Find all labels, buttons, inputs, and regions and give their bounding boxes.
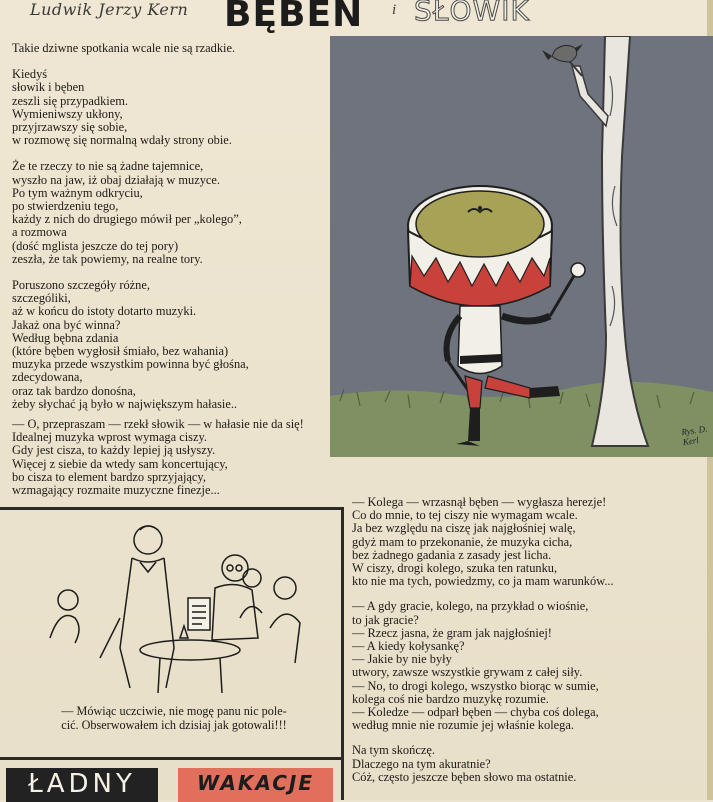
poem-line: szczególiki,: [12, 291, 71, 306]
poem-line: muzyka przede wszystkim powinna być głośna,: [12, 357, 249, 372]
drum-nightingale-illustration: [330, 36, 713, 457]
poem-line: bez żadnego gadania z zasady jest licha.: [352, 547, 552, 562]
poem-line: kolega coś nie bardzo muzykę rozumie.: [352, 691, 549, 706]
poem-line: według mnie nie rozumie jej właśnie kolega.: [352, 718, 574, 733]
poem-line: każdy z nich do drugiego mówił per „kolego”,: [12, 212, 242, 227]
wakacje-heading: WAKACJE: [178, 768, 333, 802]
stanza-3: [12, 160, 342, 266]
stanza-7: [352, 600, 707, 732]
poem-line: Kiedyś: [12, 67, 48, 82]
poem-line: zdecydowana,: [12, 370, 83, 385]
stanza-6: [352, 496, 707, 588]
poem-line: — Jakie by nie były: [352, 652, 452, 667]
poem-line: — Koledze — odparł bęben — chyba coś dolega,: [352, 705, 599, 720]
poem-line: (dość mglista jeszcze do tej pory): [12, 238, 179, 253]
cartoon-caption: [10, 704, 338, 732]
poem-line: Poruszono szczegóły różne,: [12, 278, 150, 293]
poem-line: Idealnej muzyka wprost wymaga ciszy.: [12, 430, 207, 445]
poem-line: Dlaczego na tym akuratnie?: [352, 756, 491, 771]
poem-line: wzmagający rozmaite muzyczne finezje...: [12, 483, 220, 498]
poem-line: W ciszy, drogi kolego, szuka ten ratunku,: [352, 561, 558, 576]
poem-line: Według bębna zdania: [12, 330, 119, 345]
poem-line: Takie dziwne spotkania wcale nie są rzadkie.: [12, 41, 236, 55]
nightingale-bird-icon: [542, 44, 583, 62]
poem-line: Co do mnie, to tej ciszy nie wymagam wcale.: [352, 508, 578, 523]
author-name: Ludwik Jerzy Kern: [30, 0, 189, 19]
poem-line: przyjrzawszy się sobie,: [12, 120, 128, 135]
poem-line: zeszli się przypadkiem.: [12, 93, 128, 108]
poem-line: a rozmowa: [12, 225, 67, 240]
poem-line: Cóż, często jeszcze bęben słowo ma ostatnie.: [352, 769, 577, 784]
stanza-8: [352, 744, 707, 784]
poem-line: oraz tak bardzo donośna,: [12, 383, 136, 398]
poem-line: — O, przepraszam — rzekł słowik — w hałasie nie da się!: [12, 417, 304, 431]
poem-line: kto nie ma tych, powiedzmy, co ja mam warunków...: [352, 574, 614, 589]
poem-line: Więcej z siebie da wtedy sam koncertujący,: [12, 456, 228, 471]
poem-right-column: [352, 496, 707, 796]
poem-line: w rozmowę się normalną wdały strony obie.: [12, 133, 232, 148]
poem-line: zeszła, że tak powiemy, na realne tory.: [12, 251, 203, 266]
poem-line: — No, to drogi kolego, wszystko biorąc w sumie,: [352, 678, 599, 693]
title-conjunction: i: [392, 2, 397, 18]
poem-line: Gdy jest cisza, to każdy lepiej ją usłyszy.: [12, 443, 216, 458]
illustrator-signature: Rys. D. Kerl: [680, 423, 708, 448]
poem-line: Jakaż ona być winna?: [12, 317, 121, 332]
poem-line: gdyż mam to przekonanie, że muzyka cicha,: [352, 534, 573, 549]
cartoon-frame-bottom: [0, 757, 344, 760]
poem-line: słowik i bęben: [12, 80, 85, 95]
ladny-heading: ŁADNY: [6, 768, 158, 802]
stanza-4: [12, 279, 342, 411]
illustration-drawing: [330, 36, 713, 457]
poem-line: — A kiedy kołysankę?: [352, 639, 465, 654]
poem-line: bo cisza to element bardzo sprzyjający,: [12, 469, 206, 484]
poem-line: to jak gracie?: [352, 612, 419, 627]
caption-line-2: cić. Obserwowałem ich dzisiaj jak gotowali!!!: [61, 718, 287, 732]
poem-line: Wymieniwszy ukłony,: [12, 106, 123, 121]
poem-line: Że te rzeczy to nie są żadne tajemnice,: [12, 159, 204, 174]
restaurant-cartoon: [40, 518, 320, 698]
poem-line: po stwierdzeniu tego,: [12, 199, 119, 214]
cartoon-frame-top: [0, 507, 344, 510]
poem-line: żeby słychać ją było w największym hałasie..: [12, 396, 238, 411]
poem-line: — A gdy gracie, kolego, na przykład o wiośnie,: [352, 599, 589, 614]
poem-left-column: [12, 42, 342, 424]
restaurant-cartoon-drawing: [40, 518, 320, 698]
poem-line: utwory, zawsze wszystkie grywam z całej siły.: [352, 665, 583, 680]
poem-line: wyszło na jaw, iż obaj działają w muzyce.: [12, 172, 221, 187]
poem-line: Po tym ważnym odkryciu,: [12, 185, 143, 200]
poem-line: (które bęben wygłosił śmiało, bez wahania): [12, 344, 229, 359]
poem-line: Na tym skończę.: [352, 743, 435, 758]
poem-line: Ja bez względu na ciszę jak najgłośniej walę,: [352, 521, 576, 536]
stanza-2: [12, 68, 342, 147]
caption-line-1: — Mówiąc uczciwie, nie mogę panu nic pole-: [61, 704, 287, 718]
poem-line: aż w końcu do istoty dotarto muzyki.: [12, 304, 197, 319]
stanza-5: [12, 418, 402, 497]
title-nightingale: SŁOWIK: [414, 0, 530, 27]
poem-line: — Rzecz jasna, że gram jak najgłośniej!: [352, 625, 552, 640]
stanza-1: [12, 42, 342, 55]
poem-line: — Kolega — wrzasnął bęben — wygłasza herezje!: [352, 495, 607, 509]
title-drum: BĘBEN: [224, 0, 364, 35]
